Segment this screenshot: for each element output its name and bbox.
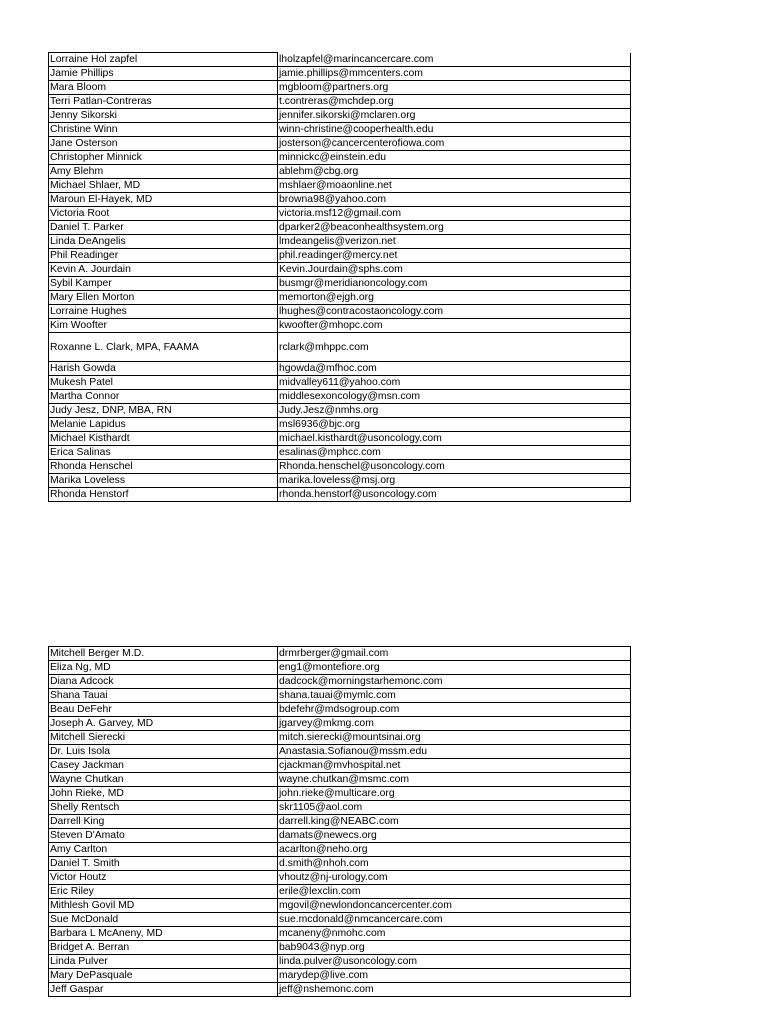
table-row [49,647,631,661]
table-row [49,165,631,179]
table-row [49,759,631,773]
table-row [49,661,631,675]
contact-email-cell: phil.readinger@mercy.net [278,249,631,263]
contact-email-cell: drmrberger@gmail.com [278,647,631,661]
table-row [49,857,631,871]
contact-email-cell: erile@lexclin.com [278,885,631,899]
contact-name-cell: Christopher Minnick [49,151,278,165]
contact-email-cell: marydep@live.com [278,969,631,983]
contact-name-cell: Linda DeAngelis [49,235,278,249]
contact-name-cell: Joseph A. Garvey, MD [49,717,278,731]
contact-email-cell: dadcock@morningstarhemonc.com [278,675,631,689]
table-row [49,319,631,333]
table-row [49,263,631,277]
contact-name-cell: Mitchell Sierecki [49,731,278,745]
table-row [49,801,631,815]
table-row [49,675,631,689]
table-row [49,291,631,305]
contact-name-cell: Maroun El-Hayek, MD [49,193,278,207]
contact-email-cell: victoria.msf12@gmail.com [278,207,631,221]
table-row [49,333,631,362]
contact-name-cell: Jane Osterson [49,137,278,151]
contact-email-cell: rclark@mhppc.com [278,333,631,362]
table-row [49,488,631,502]
contact-name-cell: Roxanne L. Clark, MPA, FAAMA [49,333,278,362]
contact-email-cell: winn-christine@cooperhealth.edu [278,123,631,137]
table-row [49,689,631,703]
contact-name-cell: Amy Blehm [49,165,278,179]
contact-name-cell: Martha Connor [49,390,278,404]
table-row [49,207,631,221]
contact-email-cell: michael.kisthardt@usoncology.com [278,432,631,446]
contact-name-cell: Shana Tauai [49,689,278,703]
contact-name-cell: Lorraine Hughes [49,305,278,319]
contact-name-cell: Kevin A. Jourdain [49,263,278,277]
contact-name-cell: Shelly Rentsch [49,801,278,815]
contact-name-cell: Amy Carlton [49,843,278,857]
table-row [49,432,631,446]
contact-email-cell: mgbloom@partners.org [278,81,631,95]
contact-email-cell: cjackman@mvhospital.net [278,759,631,773]
table-row [49,81,631,95]
contact-name-cell: Daniel T. Parker [49,221,278,235]
contact-email-cell: josterson@cancercenterofiowa.com [278,137,631,151]
contact-email-cell: d.smith@nhoh.com [278,857,631,871]
table-row [49,179,631,193]
contact-email-cell: minnickc@einstein.edu [278,151,631,165]
table-row [49,460,631,474]
table-row [49,53,631,67]
contact-email-cell: hgowda@mfhoc.com [278,362,631,376]
contact-email-cell: lmdeangelis@verizon.net [278,235,631,249]
table-row [49,446,631,460]
table-row [49,137,631,151]
contact-email-cell: busmgr@meridianoncology.com [278,277,631,291]
contact-email-cell: eng1@montefiore.org [278,661,631,675]
contact-name-cell: Dr. Luis Isola [49,745,278,759]
contact-table-2-body [49,647,631,997]
contact-email-cell: mshlaer@moaonline.net [278,179,631,193]
contact-table-2 [48,646,631,997]
table-row [49,277,631,291]
contact-name-cell: Rhonda Henstorf [49,488,278,502]
contact-email-cell: ablehm@cbg.org [278,165,631,179]
contact-name-cell: Bridget A. Berran [49,941,278,955]
table-row [49,717,631,731]
contact-email-cell: mgovil@newlondoncancercenter.com [278,899,631,913]
table-row [49,731,631,745]
contact-email-cell: esalinas@mphcc.com [278,446,631,460]
table-row [49,899,631,913]
contact-email-cell: mcaneny@nmohc.com [278,927,631,941]
table-row [49,983,631,997]
contact-name-cell: Judy Jesz, DNP, MBA, RN [49,404,278,418]
contact-email-cell: mitch.sierecki@mountsinai.org [278,731,631,745]
table-row [49,362,631,376]
contact-email-cell: darrell.king@NEABC.com [278,815,631,829]
table-row [49,885,631,899]
contact-email-cell: john.rieke@multicare.org [278,787,631,801]
contact-email-cell: shana.tauai@mymlc.com [278,689,631,703]
contact-email-cell: jennifer.sikorski@mclaren.org [278,109,631,123]
contact-name-cell: Victor Houtz [49,871,278,885]
contact-name-cell: Mitchell Berger M.D. [49,647,278,661]
table-row [49,249,631,263]
contact-name-cell: Michael Kisthardt [49,432,278,446]
contact-name-cell: Mary DePasquale [49,969,278,983]
contact-email-cell: jamie.phillips@mmcenters.com [278,67,631,81]
contact-name-cell: Darrell King [49,815,278,829]
contact-name-cell: John Rieke, MD [49,787,278,801]
table-row [49,404,631,418]
table-row [49,109,631,123]
contact-email-cell: marika.loveless@msj.org [278,474,631,488]
contact-name-cell: Casey Jackman [49,759,278,773]
contact-name-cell: Eric Riley [49,885,278,899]
contact-name-cell: Diana Adcock [49,675,278,689]
contact-email-cell: browna98@yahoo.com [278,193,631,207]
contact-email-cell: wayne.chutkan@msmc.com [278,773,631,787]
contact-email-cell: acarlton@neho.org [278,843,631,857]
contact-email-cell: Judy.Jesz@nmhs.org [278,404,631,418]
contact-name-cell: Jamie Phillips [49,67,278,81]
contact-email-cell: skr1105@aol.com [278,801,631,815]
contact-name-cell: Beau DeFehr [49,703,278,717]
table-row [49,193,631,207]
contact-name-cell: Harish Gowda [49,362,278,376]
table-row [49,235,631,249]
table-row [49,95,631,109]
contact-name-cell: Kim Woofter [49,319,278,333]
contact-name-cell: Sue McDonald [49,913,278,927]
contact-email-cell: jgarvey@mkmg.com [278,717,631,731]
contact-email-cell: midvalley611@yahoo.com [278,376,631,390]
contact-name-cell: Lorraine Hol zapfel [49,53,278,67]
contact-email-cell: lholzapfel@marincancercare.com [278,53,631,67]
contact-table-1 [48,52,631,502]
contact-name-cell: Eliza Ng, MD [49,661,278,675]
contact-name-cell: Sybil Kamper [49,277,278,291]
table-row [49,955,631,969]
contact-name-cell: Jenny Sikorski [49,109,278,123]
table-row [49,871,631,885]
contact-name-cell: Linda Pulver [49,955,278,969]
contact-name-cell: Wayne Chutkan [49,773,278,787]
table-row [49,390,631,404]
contact-email-cell: Anastasia.Sofianou@mssm.edu [278,745,631,759]
contact-name-cell: Mary Ellen Morton [49,291,278,305]
contact-name-cell: Barbara L McAneny, MD [49,927,278,941]
contact-name-cell: Mara Bloom [49,81,278,95]
contact-name-cell: Melanie Lapidus [49,418,278,432]
contact-email-cell: rhonda.henstorf@usoncology.com [278,488,631,502]
contact-email-cell: dparker2@beaconhealthsystem.org [278,221,631,235]
contact-name-cell: Jeff Gaspar [49,983,278,997]
table-row [49,376,631,390]
contact-email-cell: kwoofter@mhopc.com [278,319,631,333]
contact-name-cell: Phil Readinger [49,249,278,263]
contact-email-cell: vhoutz@nj-urology.com [278,871,631,885]
contact-email-cell: lhughes@contracostaoncology.com [278,305,631,319]
contact-email-cell: msl6936@bjc.org [278,418,631,432]
contact-email-cell: damats@newecs.org [278,829,631,843]
contact-name-cell: Michael Shlaer, MD [49,179,278,193]
table-row [49,969,631,983]
table-row [49,703,631,717]
table-row [49,123,631,137]
table-row [49,221,631,235]
contact-name-cell: Mukesh Patel [49,376,278,390]
table-row [49,418,631,432]
contact-email-cell: memorton@ejgh.org [278,291,631,305]
contact-email-cell: bdefehr@mdsogroup.com [278,703,631,717]
contact-email-cell: t.contreras@mchdep.org [278,95,631,109]
table-row [49,151,631,165]
contact-table-1-body [49,53,631,502]
contact-email-cell: middlesexoncology@msn.com [278,390,631,404]
contact-email-cell: jeff@nshemonc.com [278,983,631,997]
contact-email-cell: linda.pulver@usoncology.com [278,955,631,969]
table-row [49,829,631,843]
contact-name-cell: Daniel T. Smith [49,857,278,871]
table-row [49,474,631,488]
table-row [49,773,631,787]
table-row [49,815,631,829]
contact-email-cell: Kevin.Jourdain@sphs.com [278,263,631,277]
contact-email-cell: bab9043@nyp.org [278,941,631,955]
contact-name-cell: Erica Salinas [49,446,278,460]
contact-name-cell: Marika Loveless [49,474,278,488]
contact-name-cell: Mithlesh Govil MD [49,899,278,913]
contact-name-cell: Christine Winn [49,123,278,137]
contact-email-cell: sue.mcdonald@nmcancercare.com [278,913,631,927]
table-row [49,745,631,759]
table-row [49,305,631,319]
contact-name-cell: Victoria Root [49,207,278,221]
contact-name-cell: Terri Patlan-Contreras [49,95,278,109]
table-row [49,67,631,81]
table-row [49,927,631,941]
table-row [49,913,631,927]
table-row [49,787,631,801]
table-row [49,941,631,955]
table-row [49,843,631,857]
contact-name-cell: Rhonda Henschel [49,460,278,474]
contact-email-cell: Rhonda.henschel@usoncology.com [278,460,631,474]
contact-name-cell: Steven D'Amato [49,829,278,843]
